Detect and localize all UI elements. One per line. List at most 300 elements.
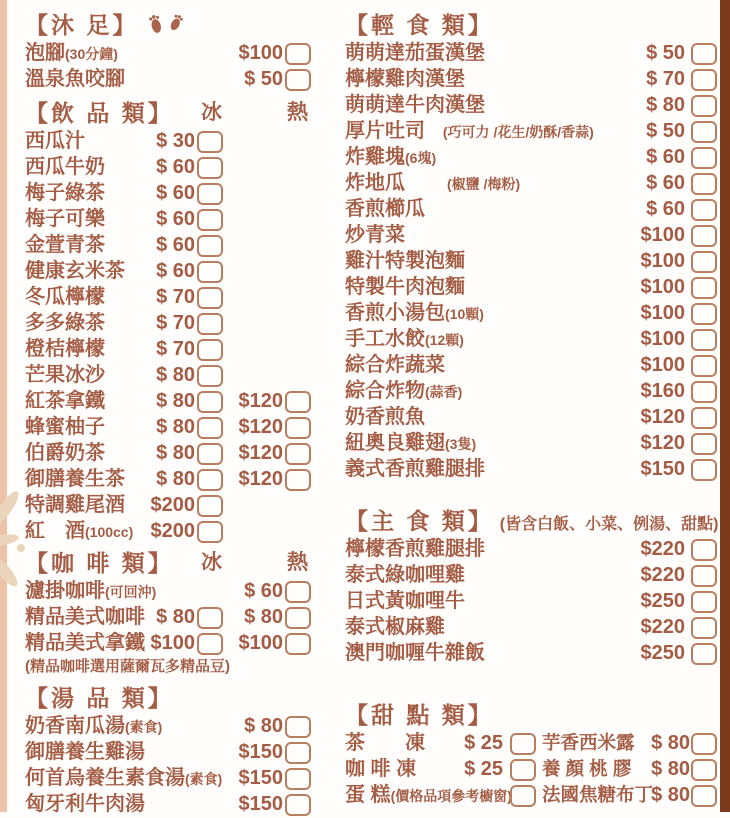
item-price: $160	[640, 380, 685, 402]
item-name-wrap	[25, 310, 105, 337]
item-checkbox[interactable]	[691, 381, 717, 403]
item-name-wrap	[345, 640, 485, 667]
dessert-row	[345, 782, 717, 808]
item-price: $ 60	[646, 172, 685, 194]
item-price: $120	[640, 432, 685, 454]
section-soup	[25, 683, 311, 817]
item-name-wrap	[345, 756, 416, 783]
section-title: 【湯 品 類】	[25, 685, 174, 711]
item-checkbox[interactable]	[691, 95, 717, 117]
menu-item-row	[345, 562, 717, 588]
item-price: $ 60	[646, 198, 685, 220]
item-name-wrap	[345, 274, 465, 301]
item-checkbox-hot[interactable]	[285, 69, 311, 91]
item-name: 日式黃咖哩牛	[345, 590, 465, 612]
menu-item-row	[345, 404, 717, 430]
item-price: $ 70	[646, 68, 685, 90]
item-price-ice: $ 60	[156, 156, 195, 178]
item-price: $220	[640, 616, 685, 638]
item-price-hot: $120	[238, 442, 283, 464]
footprints-icon	[146, 11, 192, 37]
item-checkbox-ice[interactable]	[197, 131, 223, 153]
item-name-wrap	[345, 378, 462, 405]
item-name-wrap	[345, 300, 484, 327]
item-note: (可回沖)	[105, 584, 157, 600]
menu-item-row	[25, 180, 311, 206]
item-price-hot: $ 50	[244, 68, 283, 90]
item-note: (素食)	[125, 719, 163, 735]
item-name: 萌萌達牛肉漢堡	[345, 94, 485, 116]
item-price: $ 25	[464, 732, 503, 754]
item-name-wrap	[345, 782, 512, 809]
item-name-wrap	[25, 154, 105, 181]
menu-item-row	[25, 791, 311, 817]
item-checkbox[interactable]	[691, 199, 717, 221]
item-price-ice: $ 80	[156, 468, 195, 490]
item-checkbox-hot[interactable]	[285, 43, 311, 65]
item-price: $220	[640, 564, 685, 586]
section-title-row	[25, 10, 311, 40]
item-price: $250	[640, 590, 685, 612]
left-column	[25, 0, 311, 817]
right-column	[345, 0, 717, 808]
item-price-hot: $120	[238, 468, 283, 490]
section-title-row	[25, 683, 311, 713]
item-name-wrap	[25, 336, 105, 363]
item-name-wrap	[345, 92, 485, 119]
menu-item-row	[25, 232, 311, 258]
item-name-wrap	[25, 630, 145, 657]
item-name-wrap	[345, 248, 465, 275]
item-name: 手工水餃	[345, 328, 425, 350]
item-name-wrap	[25, 604, 145, 631]
item-price-ice: $ 60	[156, 182, 195, 204]
item-checkbox-ice[interactable]	[197, 365, 223, 387]
section-title: 【飲 品 類】	[25, 100, 174, 126]
menu-item-row	[25, 284, 311, 310]
menu-item-row	[25, 388, 311, 414]
item-checkbox[interactable]	[510, 733, 536, 755]
item-name: 濾掛咖啡	[25, 580, 105, 602]
item-name: 炒青菜	[345, 224, 405, 246]
item-name-wrap	[345, 222, 405, 249]
item-name-wrap	[25, 284, 105, 311]
item-name-wrap	[25, 40, 118, 67]
item-price-ice: $ 80	[156, 364, 195, 386]
light-food-items	[345, 40, 717, 482]
item-price-ice: $ 70	[156, 312, 195, 334]
item-name-wrap	[25, 206, 105, 233]
section-foot-bath	[25, 10, 311, 92]
item-name: 澳門咖喱牛雜飯	[345, 642, 485, 664]
item-name: 綜合炸蔬菜	[345, 354, 445, 376]
menu-item-row	[25, 336, 311, 362]
item-price-ice: $ 30	[156, 130, 195, 152]
menu-item-row	[345, 248, 717, 274]
item-checkbox-ice[interactable]	[197, 261, 223, 283]
item-checkbox[interactable]	[691, 407, 717, 429]
item-checkbox[interactable]	[691, 251, 717, 273]
item-price: $ 80	[646, 94, 685, 116]
item-checkbox[interactable]	[691, 355, 717, 377]
item-price-hot: $150	[238, 793, 283, 815]
section-title: 【主 食 類】	[345, 508, 494, 534]
item-name: 泡腳	[25, 42, 65, 64]
item-price-ice: $ 60	[156, 260, 195, 282]
item-name-wrap	[345, 118, 594, 145]
item-checkbox[interactable]	[510, 759, 536, 781]
item-name: 精品美式咖啡	[25, 606, 145, 628]
item-checkbox-ice[interactable]	[197, 633, 223, 655]
dessert-row	[345, 730, 717, 756]
menu-item-row	[345, 378, 717, 404]
item-name: 雞汁特製泡麵	[345, 250, 465, 272]
item-note: (3隻)	[445, 436, 477, 452]
item-checkbox-ice[interactable]	[197, 391, 223, 413]
item-name: 冬瓜檸檬	[25, 286, 105, 308]
item-checkbox[interactable]	[691, 329, 717, 351]
item-price-hot: $120	[238, 416, 283, 438]
section-title-row	[345, 10, 717, 40]
item-name-wrap	[25, 180, 105, 207]
item-name: 檸檬雞肉漢堡	[345, 68, 465, 90]
item-checkbox[interactable]	[691, 643, 717, 665]
item-name-wrap	[25, 791, 145, 818]
item-note: (6塊)	[405, 150, 437, 166]
item-name: 奶香煎魚	[345, 406, 425, 428]
item-name: 炸地瓜	[345, 172, 405, 194]
item-price-ice: $ 70	[156, 338, 195, 360]
item-note: (巧可力 /花生/奶酥/香蒜)	[425, 124, 594, 140]
item-price-hot: $150	[238, 767, 283, 789]
item-name: 御膳養生雞湯	[25, 741, 145, 763]
menu-item-row	[345, 300, 717, 326]
item-price-2: $ 80	[651, 732, 690, 754]
item-name: 萌萌達茄蛋漢堡	[345, 42, 485, 64]
section-light-food	[345, 10, 717, 482]
item-checkbox-ice[interactable]	[197, 443, 223, 465]
item-price-hot: $ 80	[244, 715, 283, 737]
section-title: 【甜 點 類】	[345, 702, 494, 728]
item-name-wrap	[25, 578, 156, 605]
main-dish-items	[345, 536, 717, 666]
column-header-hot: 熱	[287, 101, 308, 124]
item-checkbox[interactable]	[691, 539, 717, 561]
menu-item-row	[25, 518, 311, 544]
item-checkbox[interactable]	[691, 69, 717, 91]
item-name: 健康玄米茶	[25, 260, 125, 282]
item-price-ice: $200	[150, 494, 195, 516]
menu-item-row	[345, 66, 717, 92]
item-checkbox-ice[interactable]	[197, 313, 223, 335]
item-name: 檸檬香煎雞腿排	[345, 538, 485, 560]
item-price-ice: $ 80	[156, 416, 195, 438]
item-price-hot: $120	[238, 390, 283, 412]
item-checkbox-hot[interactable]	[285, 469, 311, 491]
item-checkbox-hot[interactable]	[285, 742, 311, 764]
item-name-wrap	[25, 414, 105, 441]
menu-item-row	[25, 739, 311, 765]
menu-item-row	[345, 430, 717, 456]
item-name: 茶 凍	[345, 732, 425, 754]
item-name-wrap	[345, 196, 425, 223]
item-checkbox-2[interactable]	[691, 733, 717, 755]
item-name-wrap	[345, 430, 476, 457]
item-price: $ 50	[646, 42, 685, 64]
item-name-wrap	[345, 352, 445, 379]
item-price: $100	[640, 354, 685, 376]
item-checkbox-hot[interactable]	[285, 794, 311, 816]
menu-item-row	[25, 258, 311, 284]
item-name-wrap	[25, 258, 125, 285]
item-name: 何首烏養生素食湯	[25, 767, 185, 789]
item-price: $150	[640, 458, 685, 480]
menu-item-row	[345, 588, 717, 614]
drinks-items	[25, 128, 311, 544]
section-title: 【沐 足】	[25, 12, 139, 38]
item-checkbox[interactable]	[691, 591, 717, 613]
item-name: 泰式綠咖哩雞	[345, 564, 465, 586]
item-name-wrap	[345, 40, 485, 67]
item-name: 厚片吐司	[345, 120, 425, 142]
item-note: (100cc)	[85, 524, 134, 540]
item-checkbox-ice[interactable]	[197, 469, 223, 491]
item-checkbox-hot[interactable]	[285, 716, 311, 738]
menu-item-row	[345, 536, 717, 562]
item-name: 匈牙利牛肉湯	[25, 793, 145, 815]
item-price: $100	[640, 224, 685, 246]
menu-item-row	[25, 40, 311, 66]
menu-item-row	[25, 362, 311, 388]
item-price-ice: $ 70	[156, 286, 195, 308]
item-checkbox-2[interactable]	[691, 759, 717, 781]
item-price: $100	[640, 328, 685, 350]
item-name: 多多綠茶	[25, 312, 105, 334]
item-name-wrap	[25, 440, 105, 467]
menu-item-row	[25, 492, 311, 518]
item-price-hot: $ 60	[244, 580, 283, 602]
item-checkbox[interactable]	[691, 121, 717, 143]
item-name: 紐奧良雞翅	[345, 432, 445, 454]
coffee-items	[25, 578, 311, 656]
menu-item-row	[345, 640, 717, 666]
section-title-row	[25, 548, 311, 578]
column-header-ice: 冰	[201, 101, 222, 124]
item-name: 咖 啡 凍	[345, 758, 417, 780]
item-name-wrap	[25, 713, 162, 740]
menu-item-row	[25, 414, 311, 440]
item-note: (30分鐘)	[65, 46, 118, 62]
item-checkbox-ice[interactable]	[197, 183, 223, 205]
menu-item-row	[25, 154, 311, 180]
item-price-hot: $150	[238, 741, 283, 763]
item-checkbox[interactable]	[691, 173, 717, 195]
item-price-ice: $ 60	[156, 208, 195, 230]
page-left-border	[0, 0, 7, 812]
item-checkbox[interactable]	[691, 459, 717, 481]
item-name: 芒果冰沙	[25, 364, 105, 386]
item-price: $100	[640, 302, 685, 324]
item-price: $220	[640, 538, 685, 560]
item-checkbox[interactable]	[691, 43, 717, 65]
item-price-ice: $ 80	[156, 390, 195, 412]
menu-item-row	[25, 310, 311, 336]
item-checkbox-ice[interactable]	[197, 157, 223, 179]
item-name: 精品美式拿鐵	[25, 632, 145, 654]
menu-item-row	[345, 92, 717, 118]
item-name-wrap	[25, 765, 222, 792]
item-name-wrap	[345, 144, 436, 171]
item-checkbox-ice[interactable]	[197, 235, 223, 257]
item-note: (價格品項參考櫥窗)	[390, 788, 512, 804]
coffee-footnote: (精品咖啡選用薩爾瓦多精品豆)	[25, 658, 230, 675]
item-checkbox-ice[interactable]	[197, 339, 223, 361]
item-name: 紅茶拿鐵	[25, 390, 105, 412]
item-name: 特調雞尾酒	[25, 494, 125, 516]
item-name: 泰式椒麻雞	[345, 616, 445, 638]
item-checkbox[interactable]	[691, 565, 717, 587]
item-price-2: $ 80	[651, 758, 690, 780]
soup-items	[25, 713, 311, 817]
menu-item-row	[25, 466, 311, 492]
item-checkbox[interactable]	[691, 617, 717, 639]
section-title: 【咖 啡 類】	[25, 550, 174, 576]
item-checkbox-hot[interactable]	[285, 443, 311, 465]
section-title-row	[345, 700, 717, 730]
column-header-ice: 冰	[201, 551, 222, 574]
menu-item-row	[345, 614, 717, 640]
menu-item-row	[25, 128, 311, 154]
section-title-row	[345, 506, 717, 536]
item-price-ice: $ 60	[156, 234, 195, 256]
menu-item-row	[25, 206, 311, 232]
section-drinks	[25, 98, 311, 544]
section-coffee	[25, 548, 311, 677]
item-name-wrap	[345, 66, 465, 93]
section-note: (皆含白飯、小菜、例湯、甜點)	[499, 516, 719, 533]
item-price: $100	[640, 276, 685, 298]
item-name: 梅子綠茶	[25, 182, 105, 204]
item-name-2: 法國焦糖布丁	[542, 784, 654, 805]
item-checkbox-ice[interactable]	[197, 287, 223, 309]
item-checkbox-hot[interactable]	[285, 581, 311, 603]
menu-item-row	[25, 765, 311, 791]
item-name-wrap	[345, 170, 520, 197]
item-price: $ 50	[646, 120, 685, 142]
item-checkbox-2[interactable]	[691, 785, 717, 807]
item-note: (椒鹽 /梅粉)	[405, 176, 521, 192]
item-checkbox-hot[interactable]	[285, 607, 311, 629]
item-note: (素食)	[185, 771, 223, 787]
item-checkbox-hot[interactable]	[285, 768, 311, 790]
item-checkbox[interactable]	[691, 277, 717, 299]
item-name: 金萱青茶	[25, 234, 105, 256]
foot-bath-items	[25, 40, 311, 92]
item-name: 香煎櫛瓜	[345, 198, 425, 220]
item-price-hot: $ 80	[244, 606, 283, 628]
item-checkbox[interactable]	[691, 433, 717, 455]
item-name-wrap	[25, 388, 105, 415]
item-checkbox-ice[interactable]	[197, 417, 223, 439]
item-price: $ 60	[646, 146, 685, 168]
item-name: 綜合炸物	[345, 380, 425, 402]
item-name-wrap	[25, 466, 125, 493]
item-name: 溫泉魚咬腳	[25, 68, 125, 90]
item-checkbox-ice[interactable]	[197, 209, 223, 231]
item-name: 梅子可樂	[25, 208, 105, 230]
page-right-border	[720, 0, 730, 812]
menu-item-row	[25, 440, 311, 466]
column-header-hot: 熱	[287, 551, 308, 574]
item-name-wrap	[25, 128, 85, 155]
item-checkbox-ice[interactable]	[197, 521, 223, 543]
item-note: (10顆)	[445, 306, 484, 322]
menu-item-row	[345, 40, 717, 66]
item-checkbox[interactable]	[691, 147, 717, 169]
item-name: 奶香南瓜湯	[25, 715, 125, 737]
menu-item-row	[25, 630, 311, 656]
item-name-wrap	[25, 492, 125, 519]
menu-item-row	[345, 222, 717, 248]
item-checkbox-ice[interactable]	[197, 495, 223, 517]
item-name: 義式香煎雞腿排	[345, 458, 485, 480]
item-name: 橙桔檸檬	[25, 338, 105, 360]
item-name-2: 芋香西米露	[542, 732, 635, 753]
item-price: $100	[640, 250, 685, 272]
item-price-ice: $200	[150, 520, 195, 542]
item-price-2: $ 80	[651, 784, 690, 806]
item-checkbox-ice[interactable]	[197, 607, 223, 629]
item-checkbox-hot[interactable]	[285, 633, 311, 655]
item-name-wrap	[345, 614, 445, 641]
item-name-wrap	[345, 326, 464, 353]
item-name: 蜂蜜柚子	[25, 416, 105, 438]
menu-item-row	[345, 196, 717, 222]
item-checkbox[interactable]	[691, 225, 717, 247]
item-name-wrap	[25, 739, 145, 766]
item-note: (12顆)	[425, 332, 464, 348]
item-name-2: 養 顏 桃 膠	[542, 758, 632, 779]
item-name-wrap	[25, 362, 105, 389]
section-title-row	[25, 98, 311, 128]
dessert-row	[345, 756, 717, 782]
menu-item-row	[345, 274, 717, 300]
menu-item-row	[345, 170, 717, 196]
item-name: 特製牛肉泡麵	[345, 276, 465, 298]
item-name: 西瓜牛奶	[25, 156, 105, 178]
item-price-hot: $100	[238, 42, 283, 64]
item-checkbox-hot[interactable]	[285, 417, 311, 439]
item-checkbox[interactable]	[691, 303, 717, 325]
item-name: 炸雞塊	[345, 146, 405, 168]
item-name-wrap	[345, 404, 425, 431]
item-name: 香煎小湯包	[345, 302, 445, 324]
section-dessert	[345, 700, 717, 808]
item-name: 紅 酒	[25, 520, 85, 542]
section-main-dishes	[345, 506, 717, 666]
item-note: (蒜香)	[425, 384, 463, 400]
item-price-ice: $ 80	[156, 606, 195, 628]
item-price-ice: $100	[150, 632, 195, 654]
menu-item-row	[25, 604, 311, 630]
item-price-ice: $ 80	[156, 442, 195, 464]
item-checkbox-hot[interactable]	[285, 391, 311, 413]
item-checkbox[interactable]	[510, 785, 536, 807]
item-price: $250	[640, 642, 685, 664]
menu-item-row	[345, 326, 717, 352]
item-name-wrap	[345, 536, 485, 563]
menu-item-row	[25, 66, 311, 92]
